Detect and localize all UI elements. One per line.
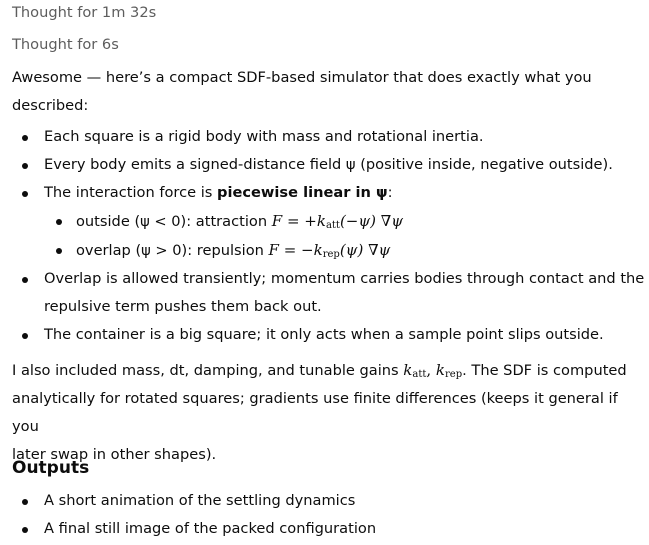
output-still-image: A final still image of the packed configuration <box>44 520 377 537</box>
outputs-list <box>0 487 649 543</box>
bullet-force-bold: piecewise linear in ψ <box>217 184 388 201</box>
bullet-outside: outside (ψ < 0): attraction <box>76 213 272 230</box>
bullet-force-suffix: : <box>387 184 393 201</box>
thought-duration-2[interactable]: Thought for 6s <box>12 36 119 53</box>
output-animation: A short animation of the settling dynamics <box>44 492 356 509</box>
bullet-overlap: overlap (ψ > 0): repulsion <box>76 242 269 259</box>
summary-line-3: later swap in other shapes). <box>12 446 217 463</box>
gains-formula: $k_{att}$, $k_{rep}$ <box>403 361 463 380</box>
thought-duration-1[interactable]: Thought for 1m 32s <box>12 4 157 21</box>
bullet-rigid-body: Each square is a rigid body with mass and rotational inertia. <box>44 128 484 145</box>
bullet-transient-2: repulsive term pushes them back out. <box>44 298 322 315</box>
intro-line-1: Awesome — here’s a compact SDF-based simulator that does exactly what you <box>12 69 592 86</box>
list-item <box>0 123 649 151</box>
list-item <box>0 487 649 515</box>
list-item <box>0 179 649 207</box>
intro-line-2: described: <box>12 97 89 114</box>
bullet-container: The container is a big square; it only acts when a sample point slips outside. <box>44 326 604 343</box>
summary-line-1-prefix: I also included mass, dt, damping, and tunable gains <box>12 362 404 379</box>
list-item <box>0 265 649 321</box>
list-item <box>0 236 649 265</box>
attraction-formula: $F = +k_{att}(-\psi)$ ∇ψ <box>271 212 403 231</box>
list-item <box>0 321 649 349</box>
list-item <box>0 151 649 179</box>
feature-list <box>0 123 649 349</box>
intro-paragraph <box>12 64 640 120</box>
bullet-sdf: Every body emits a signed-distance field ψ (positive inside, negative outside). <box>44 156 613 173</box>
summary-paragraph <box>12 356 640 469</box>
outputs-heading: Outputs <box>12 458 90 478</box>
list-item <box>0 207 649 236</box>
bullet-transient-1: Overlap is allowed transiently; momentum carries bodies through contact and the <box>44 270 645 287</box>
repulsion-formula: $F = -k_{rep}(\psi)$ ∇ψ <box>268 241 391 260</box>
summary-line-1-suffix: . The SDF is computed <box>462 362 627 379</box>
summary-line-2: analytically for rotated squares; gradients use finite differences (keeps it general if you <box>12 390 618 435</box>
bullet-force-prefix: The interaction force is <box>44 184 218 201</box>
list-item <box>0 515 649 543</box>
